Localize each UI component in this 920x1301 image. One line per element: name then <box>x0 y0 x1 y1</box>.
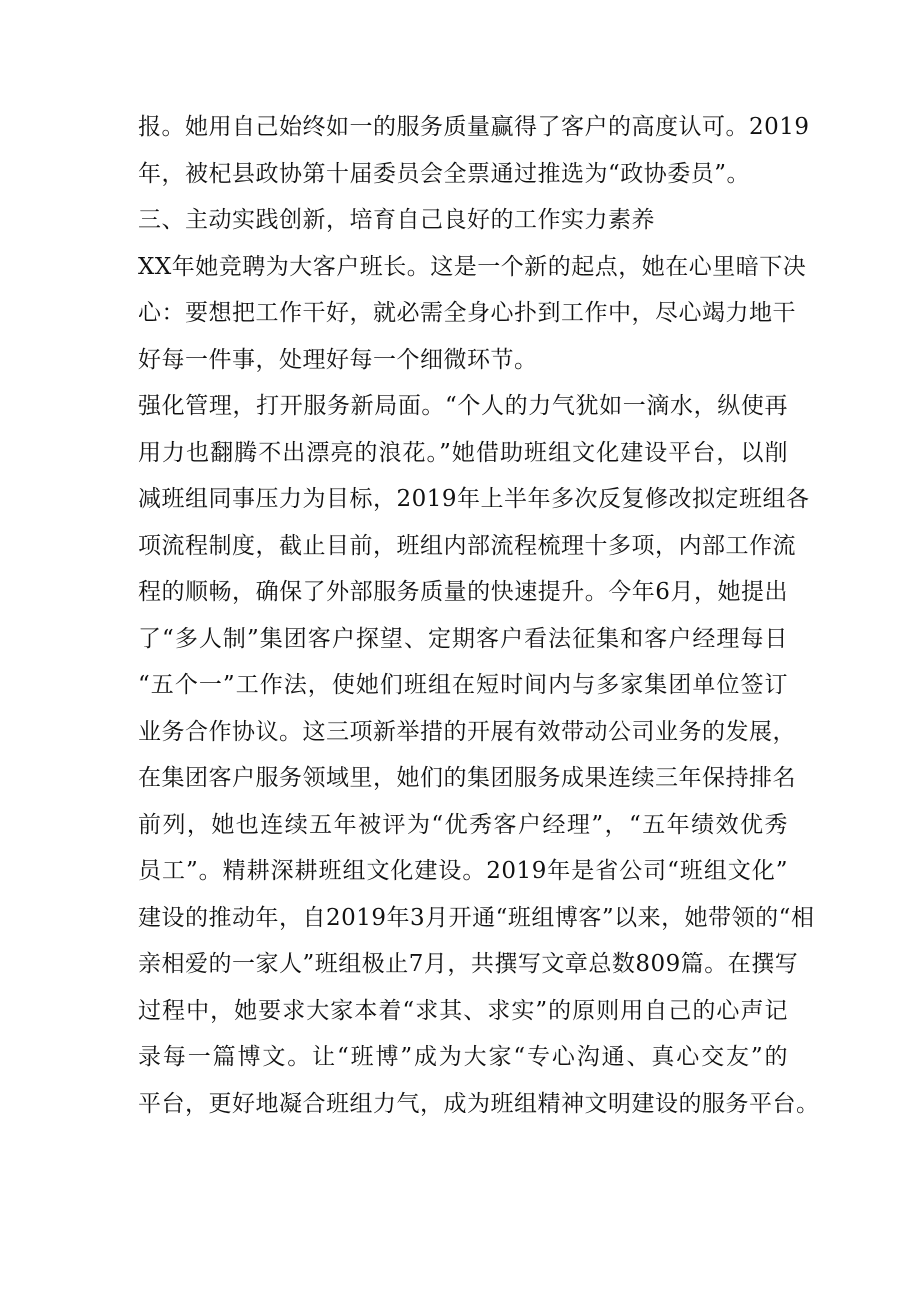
text-line: 心：要想把工作干好，就必需全身心扑到工作中，尽心竭力地干 <box>138 300 796 326</box>
text-line: 报。她用自己始终如一的服务质量赢得了客户的高度认可。2019 <box>138 114 810 140</box>
text-line: 年，被杞县政协第十届委员会全票通过推选为“政协委员”。 <box>138 160 751 187</box>
text-line: 程的顺畅，确保了外部服务质量的快速提升。今年6月，她提出 <box>138 579 788 605</box>
body-text <box>138 104 820 1127</box>
text-line: 亲相爱的一家人”班组极止7月，共撰写文章总数809篇。在撰写 <box>138 951 799 977</box>
text-line: 项流程制度，截止目前，班组内部流程梳理十多项，内部工作流 <box>138 532 796 559</box>
text-line: 减班组同事压力为目标，2019年上半年多次反复修改拟定班组各 <box>138 486 810 512</box>
text-line: 在集团客户服务领域里，她们的集团服务成果连续三年保持排名 <box>138 765 796 791</box>
text-line: 前列，她也连续五年被评为“优秀客户经理”，“五年绩效优秀 <box>138 811 788 838</box>
text-line: “五个一”工作法，使她们班组在短时间内与多家集团单位签订 <box>138 672 788 698</box>
text-line: 员工”。精耕深耕班组文化建设。2019年是省公司“班组文化” <box>138 858 788 884</box>
text-line: 业务合作协议。这三项新举措的开展有效带动公司业务的发展， <box>138 718 796 745</box>
text-line: 过程中，她要求大家本着“求其、求实”的原则用自己的心声记 <box>138 997 788 1024</box>
text-line: 了“多人制”集团客户探望、定期客户看法征集和客户经理每日 <box>138 625 788 652</box>
text-line: 建设的推动年，自2019年3月开通“班组博客”以来，她带领的“相 <box>138 904 815 931</box>
section-heading: 三、主动实践创新，培育自己良好的工作实力素养 <box>138 207 655 233</box>
text-line: XX年她竞聘为大客户班长。这是一个新的起点，她在心里暗下决 <box>138 253 807 280</box>
text-line: 强化管理，打开服务新局面。“个人的力气犹如一滴水，纵使再 <box>138 393 788 419</box>
text-line: 好每一件事，处理好每一个细微环节。 <box>138 346 538 373</box>
text-line: 平台，更好地凝合班组力气，成为班组精神文明建设的服务平台。 <box>138 1090 820 1117</box>
text-line: 录每一篇博文。让“班博”成为大家“专心沟通、真心交友”的 <box>138 1044 788 1070</box>
text-line: 用力也翻腾不出漂亮的浪花。”她借助班组文化建设平台，以削 <box>138 439 788 466</box>
